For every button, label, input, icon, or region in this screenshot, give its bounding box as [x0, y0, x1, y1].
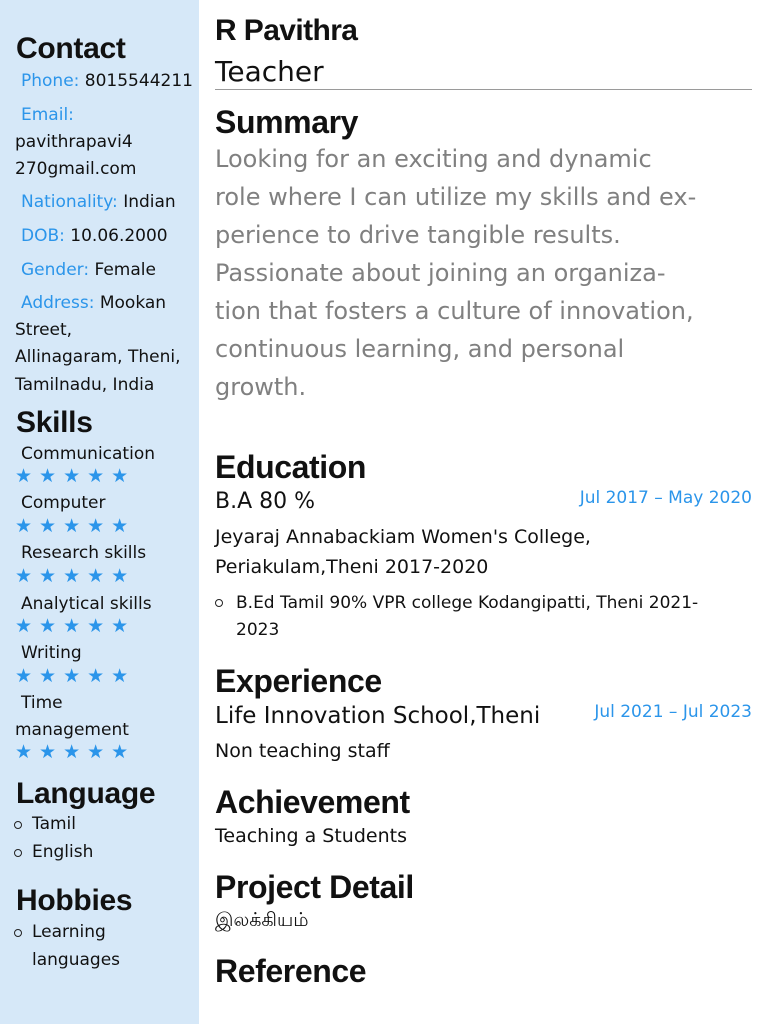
summary-heading: Summary [215, 104, 359, 140]
dob-label: DOB: [21, 226, 65, 246]
achievement-text: Teaching a Students [215, 825, 407, 847]
star-rating-icon: ★★★★★ [15, 615, 136, 637]
email-value-line1: pavithrapavi4 [15, 132, 133, 152]
project-text: இலக்கியம் [215, 909, 309, 931]
skill-name: Time [21, 693, 63, 713]
language-item: English [14, 838, 93, 866]
phone-value: 8015544211 [84, 71, 193, 91]
achievement-heading: Achievement [215, 784, 410, 820]
education-heading: Education [215, 449, 367, 485]
experience-dates: Jul 2021 – Jul 2023 [594, 702, 752, 722]
education-college-line2: Periakulam,Theni 2017-2020 [215, 556, 489, 578]
hobbies-list [14, 918, 120, 974]
address-line3: Allinagaram, Theni, [15, 347, 181, 367]
email-label: Email: [21, 105, 74, 125]
address-line2: Street, [15, 320, 73, 340]
contact-gender [21, 259, 156, 281]
education-bullet-line1: B.Ed Tamil 90% VPR college Kodangipatti, Theni 2021- [236, 593, 699, 613]
star-rating-icon: ★★★★★ [15, 465, 136, 487]
contact-phone [21, 70, 193, 92]
dob-value: 10.06.2000 [70, 226, 168, 246]
contact-nationality [21, 191, 176, 213]
summary-line: continuous learning, and personal [215, 335, 625, 363]
experience-position: Non teaching staff [215, 740, 390, 762]
summary-line: role where I can utilize my skills and ex- [215, 183, 697, 211]
hobby-item-continued: languages [32, 950, 121, 970]
header-divider [215, 89, 752, 90]
language-list [14, 810, 93, 866]
skill-name: Analytical skills [21, 594, 152, 614]
education-college-line1: Jeyaraj Annabackiam Women's College, [215, 526, 591, 548]
address-line1: Mookan [99, 293, 167, 313]
summary-line: perience to drive tangible results. [215, 221, 621, 249]
hobby-item: Learning [14, 918, 120, 946]
star-rating-icon: ★★★★★ [15, 565, 136, 587]
nationality-value: Indian [123, 192, 176, 212]
summary-line: tion that fosters a culture of innovation, [215, 297, 694, 325]
education-degree: B.A 80 % [215, 489, 316, 514]
skills-heading: Skills [16, 406, 93, 439]
experience-company: Life Innovation School,Theni [215, 703, 541, 729]
star-rating-icon: ★★★★★ [15, 515, 136, 537]
sidebar [0, 0, 199, 1024]
skill-name-line2: management [15, 720, 129, 740]
candidate-name: R Pavithra [215, 14, 358, 47]
summary-line: growth. [215, 373, 307, 401]
skill-name: Communication [21, 444, 155, 464]
skill-name: Research skills [21, 543, 147, 563]
phone-label: Phone: [21, 71, 80, 91]
summary-text [215, 140, 696, 406]
skill-name: Writing [21, 643, 82, 663]
main-content [199, 0, 768, 1024]
skill-name: Computer [21, 493, 106, 513]
address-line4: Tamilnadu, India [15, 375, 155, 395]
language-heading: Language [16, 777, 156, 810]
education-bullet-line2: 2023 [236, 620, 280, 640]
project-heading: Project Detail [215, 869, 414, 905]
contact-dob [21, 225, 168, 247]
gender-value: Female [94, 260, 156, 280]
experience-heading: Experience [215, 663, 382, 699]
hobbies-heading: Hobbies [16, 884, 133, 917]
nationality-label: Nationality: [21, 192, 118, 212]
address-label: Address: [21, 293, 95, 313]
bullet-icon [215, 599, 223, 607]
email-value-line2: 270gmail.com [15, 159, 137, 179]
summary-line: Looking for an exciting and dynamic [215, 145, 652, 173]
star-rating-icon: ★★★★★ [15, 665, 136, 687]
star-rating-icon: ★★★★★ [15, 741, 136, 763]
summary-line: Passionate about joining an organiza- [215, 259, 666, 287]
candidate-title: Teacher [215, 55, 324, 88]
contact-heading: Contact [16, 32, 126, 65]
contact-address [21, 292, 166, 314]
gender-label: Gender: [21, 260, 90, 280]
language-item: Tamil [14, 810, 93, 838]
reference-heading: Reference [215, 953, 367, 989]
education-dates: Jul 2017 – May 2020 [579, 488, 752, 508]
